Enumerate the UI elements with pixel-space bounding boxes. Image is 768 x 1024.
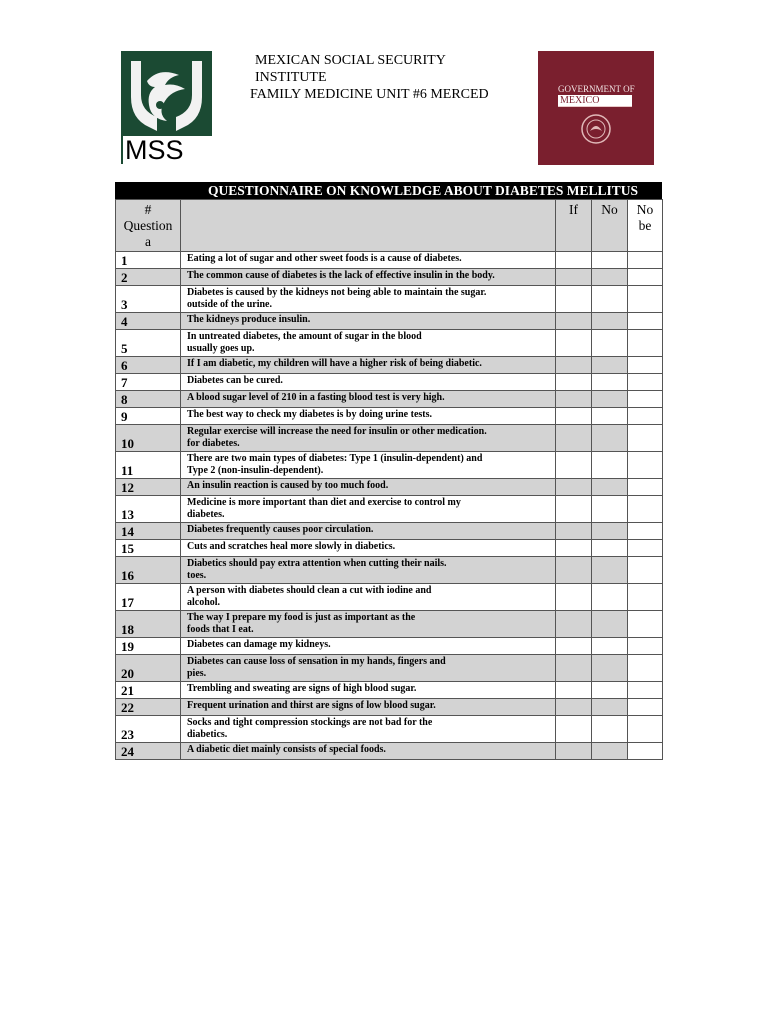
answer-if-cell[interactable]: [556, 452, 592, 479]
question-text: [181, 638, 556, 655]
question-text-line: for diabetes.: [187, 438, 240, 449]
question-text-line: Frequent urination and thirst are signs of low blood sugar.: [187, 700, 436, 711]
answer-no-be-cell[interactable]: [628, 313, 663, 330]
question-text: [181, 682, 556, 699]
question-text-line: The common cause of diabetes is the lack of effective insulin in the body.: [187, 270, 495, 281]
question-text: [181, 286, 556, 313]
question-text: [181, 374, 556, 391]
answer-if-cell[interactable]: [556, 313, 592, 330]
question-text-line: Medicine is more important than diet and exercise to control my: [187, 497, 461, 508]
question-number: 2: [116, 269, 181, 286]
question-row: [116, 286, 663, 313]
question-number: 5: [116, 330, 181, 357]
answer-if-cell[interactable]: [556, 557, 592, 584]
question-text: [181, 452, 556, 479]
answer-no-be-cell[interactable]: [628, 452, 663, 479]
question-text-line: The best way to check my diabetes is by doing urine tests.: [187, 409, 433, 420]
question-row: [116, 655, 663, 682]
answer-if-cell[interactable]: [556, 252, 592, 269]
answer-if-cell[interactable]: [556, 357, 592, 374]
question-text: [181, 408, 556, 425]
question-number: 8: [116, 391, 181, 408]
question-text: [181, 557, 556, 584]
question-row: [116, 638, 663, 655]
unit-name: FAMILY MEDICINE UNIT #6 MERCED: [250, 87, 489, 102]
question-number: 23: [116, 716, 181, 743]
question-text-line: Trembling and sweating are signs of high blood sugar.: [187, 683, 417, 694]
question-row: [116, 479, 663, 496]
question-text: [181, 655, 556, 682]
answer-if-cell[interactable]: [556, 391, 592, 408]
answer-no-be-cell[interactable]: [628, 479, 663, 496]
question-number: 14: [116, 523, 181, 540]
question-row: [116, 425, 663, 452]
answer-no-cell[interactable]: [592, 557, 628, 584]
table-header-row: [116, 200, 663, 252]
question-text: [181, 523, 556, 540]
question-row: [116, 540, 663, 557]
question-text: [181, 357, 556, 374]
question-number: 9: [116, 408, 181, 425]
answer-if-cell[interactable]: [556, 584, 592, 611]
answer-no-cell[interactable]: [592, 408, 628, 425]
answer-if-cell[interactable]: [556, 269, 592, 286]
question-text-line: Regular exercise will increase the need for insulin or other medication.: [187, 426, 487, 437]
answer-if-cell[interactable]: [556, 523, 592, 540]
answer-no-cell[interactable]: [592, 269, 628, 286]
answer-no-cell[interactable]: [592, 699, 628, 716]
answer-no-cell[interactable]: [592, 523, 628, 540]
answer-no-cell[interactable]: [592, 638, 628, 655]
question-text: [181, 716, 556, 743]
answer-no-cell[interactable]: [592, 479, 628, 496]
question-text-line: Type 2 (non-insulin-dependent).: [187, 465, 324, 476]
answer-no-be-cell[interactable]: [628, 699, 663, 716]
question-number: 24: [116, 743, 181, 760]
question-row: [116, 374, 663, 391]
question-number: 20: [116, 655, 181, 682]
question-number: 7: [116, 374, 181, 391]
question-number: 3: [116, 286, 181, 313]
answer-no-be-cell[interactable]: [628, 330, 663, 357]
answer-no-cell[interactable]: [592, 391, 628, 408]
question-text-line: alcohol.: [187, 597, 221, 608]
question-text: [181, 313, 556, 330]
answer-if-cell[interactable]: [556, 330, 592, 357]
question-row: [116, 557, 663, 584]
question-text-line: Eating a lot of sugar and other sweet foods is a cause of diabetes.: [187, 253, 462, 264]
answer-if-cell[interactable]: [556, 682, 592, 699]
answer-no-be-cell[interactable]: [628, 584, 663, 611]
imss-logo: [121, 51, 212, 164]
government-logo-text: [558, 84, 636, 107]
question-text-line: A blood sugar level of 210 in a fasting blood test is very high.: [187, 392, 445, 403]
question-text: [181, 743, 556, 760]
question-text-line: diabetics.: [187, 729, 228, 740]
question-text-line: The way I prepare my food is just as important as the: [187, 612, 416, 623]
question-text: [181, 252, 556, 269]
header-nobe-l1: No: [636, 202, 654, 217]
answer-no-be-cell[interactable]: [628, 638, 663, 655]
question-number: 11: [116, 452, 181, 479]
questionnaire-title: QUESTIONNAIRE ON KNOWLEDGE ABOUT DIABETES MELLITUS: [115, 182, 662, 199]
answer-no-be-cell[interactable]: [628, 252, 663, 269]
institution-name: MEXICAN SOCIAL SECURITY INSTITUTE: [255, 53, 446, 85]
answer-if-cell[interactable]: [556, 638, 592, 655]
question-text: [181, 611, 556, 638]
national-seal-icon: [580, 113, 612, 145]
question-row: [116, 330, 663, 357]
question-row: [116, 699, 663, 716]
answer-no-be-cell[interactable]: [628, 743, 663, 760]
answer-no-cell[interactable]: [592, 716, 628, 743]
answer-no-be-cell[interactable]: [628, 269, 663, 286]
questionnaire: [115, 182, 662, 760]
question-text: [181, 425, 556, 452]
answer-if-cell[interactable]: [556, 374, 592, 391]
question-text-line: A person with diabetes should clean a cut with iodine and: [187, 585, 432, 596]
question-text-line: In untreated diabetes, the amount of sugar in the blood: [187, 331, 422, 342]
questionnaire-table: [115, 199, 663, 760]
question-text-line: pies.: [187, 668, 207, 679]
answer-if-cell[interactable]: [556, 655, 592, 682]
institution-header: [250, 52, 520, 103]
question-row: [116, 357, 663, 374]
answer-no-be-cell[interactable]: [628, 496, 663, 523]
question-number: 22: [116, 699, 181, 716]
question-text-line: Cuts and scratches heal more slowly in diabetics.: [187, 541, 396, 552]
header-nobe-l2: be: [638, 218, 652, 233]
question-text: [181, 584, 556, 611]
answer-no-cell[interactable]: [592, 496, 628, 523]
answer-no-cell[interactable]: [592, 330, 628, 357]
question-number: 1: [116, 252, 181, 269]
answer-if-cell[interactable]: [556, 540, 592, 557]
question-number: 16: [116, 557, 181, 584]
question-number: 4: [116, 313, 181, 330]
question-number: 6: [116, 357, 181, 374]
question-row: [116, 452, 663, 479]
question-text-line: The kidneys produce insulin.: [187, 314, 311, 325]
question-text: [181, 540, 556, 557]
header-question: Question: [123, 218, 173, 233]
question-number: 17: [116, 584, 181, 611]
answer-no-cell[interactable]: [592, 540, 628, 557]
question-text: [181, 699, 556, 716]
answer-no-cell[interactable]: [592, 584, 628, 611]
mexico-line: MEXICO: [558, 95, 632, 107]
imss-eagle-icon: [127, 57, 206, 135]
question-text-line: Socks and tight compression stockings are not bad for the: [187, 717, 433, 728]
question-row: [116, 716, 663, 743]
answer-no-cell[interactable]: [592, 425, 628, 452]
question-row: [116, 269, 663, 286]
question-number: 10: [116, 425, 181, 452]
logo-left-text: MSS: [121, 136, 212, 164]
answer-if-cell[interactable]: [556, 408, 592, 425]
question-text-line: A diabetic diet mainly consists of special foods.: [187, 744, 386, 755]
question-text-line: outside of the urine.: [187, 299, 272, 310]
answer-no-be-cell[interactable]: [628, 286, 663, 313]
column-header-statement: [181, 200, 556, 252]
answer-no-be-cell[interactable]: [628, 557, 663, 584]
answer-no-be-cell[interactable]: [628, 523, 663, 540]
question-row: [116, 682, 663, 699]
question-number: 18: [116, 611, 181, 638]
answer-if-cell[interactable]: [556, 611, 592, 638]
question-text-line: If I am diabetic, my children will have a higher risk of being diabetic.: [187, 358, 482, 369]
answer-no-be-cell[interactable]: [628, 716, 663, 743]
column-header-if: If: [556, 200, 592, 252]
answer-if-cell[interactable]: [556, 286, 592, 313]
question-text-line: Diabetes can be cured.: [187, 375, 283, 386]
answer-no-cell[interactable]: [592, 611, 628, 638]
column-header-question: [116, 200, 181, 252]
question-text-line: Diabetics should pay extra attention when cutting their nails.: [187, 558, 447, 569]
question-number: 15: [116, 540, 181, 557]
question-number: 12: [116, 479, 181, 496]
answer-no-be-cell[interactable]: [628, 374, 663, 391]
answer-if-cell[interactable]: [556, 496, 592, 523]
answer-no-cell[interactable]: [592, 374, 628, 391]
header-hash: #: [144, 202, 152, 217]
question-text: [181, 496, 556, 523]
question-text-line: toes.: [187, 570, 207, 581]
question-text-line: Diabetes can cause loss of sensation in my hands, fingers and: [187, 656, 446, 667]
question-row: [116, 584, 663, 611]
answer-no-cell[interactable]: [592, 655, 628, 682]
answer-no-cell[interactable]: [592, 313, 628, 330]
column-header-no: No: [592, 200, 628, 252]
header-question-suffix: a: [145, 234, 151, 249]
question-text-line: diabetes.: [187, 509, 225, 520]
answer-no-be-cell[interactable]: [628, 655, 663, 682]
question-row: [116, 743, 663, 760]
answer-if-cell[interactable]: [556, 716, 592, 743]
answer-no-be-cell[interactable]: [628, 425, 663, 452]
question-row: [116, 611, 663, 638]
government-line: GOVERNMENT OF: [558, 84, 635, 94]
question-text-line: There are two main types of diabetes: Type 1 (insulin-dependent) and: [187, 453, 483, 464]
answer-no-be-cell[interactable]: [628, 540, 663, 557]
question-number: 21: [116, 682, 181, 699]
answer-no-cell[interactable]: [592, 743, 628, 760]
answer-no-be-cell[interactable]: [628, 611, 663, 638]
answer-no-cell[interactable]: [592, 682, 628, 699]
answer-no-cell[interactable]: [592, 252, 628, 269]
answer-no-be-cell[interactable]: [628, 391, 663, 408]
answer-no-be-cell[interactable]: [628, 408, 663, 425]
question-row: [116, 252, 663, 269]
question-text-line: An insulin reaction is caused by too much food.: [187, 480, 389, 491]
question-row: [116, 496, 663, 523]
answer-if-cell[interactable]: [556, 743, 592, 760]
answer-no-be-cell[interactable]: [628, 357, 663, 374]
question-number: 13: [116, 496, 181, 523]
answer-if-cell[interactable]: [556, 425, 592, 452]
answer-if-cell[interactable]: [556, 699, 592, 716]
question-row: [116, 391, 663, 408]
question-text-line: Diabetes can damage my kidneys.: [187, 639, 331, 650]
column-header-no-be: [628, 200, 663, 252]
government-logo: [538, 51, 654, 165]
question-text: [181, 391, 556, 408]
question-text-line: usually goes up.: [187, 343, 255, 354]
answer-no-cell[interactable]: [592, 286, 628, 313]
question-text-line: foods that I eat.: [187, 624, 254, 635]
question-row: [116, 408, 663, 425]
question-text: [181, 330, 556, 357]
question-text: [181, 479, 556, 496]
answer-no-be-cell[interactable]: [628, 682, 663, 699]
question-text-line: Diabetes frequently causes poor circulation.: [187, 524, 374, 535]
answer-if-cell[interactable]: [556, 479, 592, 496]
question-text: [181, 269, 556, 286]
question-row: [116, 313, 663, 330]
answer-no-cell[interactable]: [592, 357, 628, 374]
question-text-line: Diabetes is caused by the kidneys not being able to maintain the sugar.: [187, 287, 487, 298]
answer-no-cell[interactable]: [592, 452, 628, 479]
question-row: [116, 523, 663, 540]
question-number: 19: [116, 638, 181, 655]
